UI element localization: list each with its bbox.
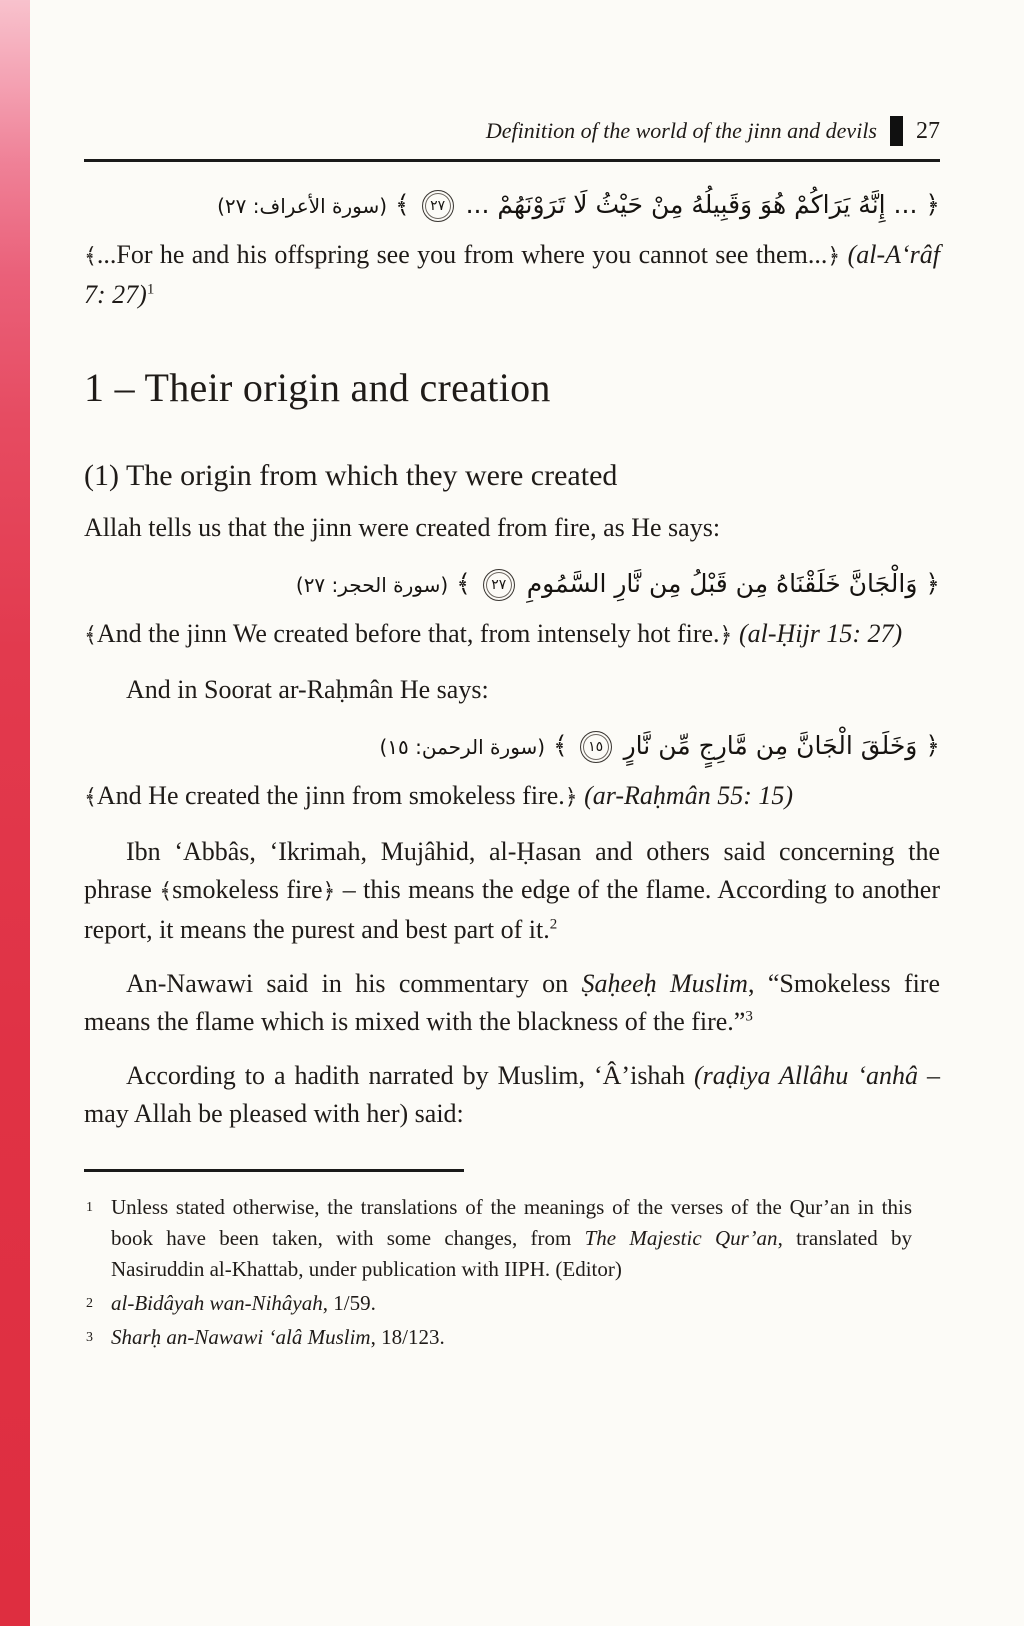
paragraph-nawawi <box>84 965 940 1041</box>
paragraph-ibn-abbas <box>84 833 940 949</box>
honorific-italic: (raḍiya Allâhu ‘anhâ <box>693 1061 919 1090</box>
footnote-title-italic: The Majestic Qur’an <box>584 1226 778 1250</box>
ornate-open-bracket: ﴿ <box>925 731 940 760</box>
footnote-item-2 <box>84 1288 912 1319</box>
footnote-text: Unless stated otherwise, the translations of the meanings of the verses of the Qur’an in this book have been taken, with some changes, from <box>111 1195 912 1250</box>
quote-open-ornament: ﴾ <box>159 879 173 904</box>
translation-text: And the jinn We created before that, from intensely hot fire. <box>96 619 720 648</box>
footnote-divider <box>84 1169 464 1172</box>
verse-reference: (al-A‘râf 7: 27) <box>84 240 940 309</box>
surah-citation: (سورة الرحمن: ١٥) <box>379 735 546 759</box>
ornate-open-bracket: ﴿ <box>925 190 940 219</box>
quran-verse-arabic-rahman <box>84 731 940 763</box>
verse-reference: (al-Ḥijr 15: 27) <box>738 619 903 648</box>
quote-close-ornament: ﴿ <box>564 785 578 810</box>
subsection-heading: (1) The origin from which they were created <box>84 459 618 492</box>
verse-arabic-text: وَالْجَانَّ خَلَقْنَاهُ مِن قَبْلُ مِن نَّارِ السَّمُومِ <box>526 569 918 598</box>
book-page <box>84 116 940 1353</box>
ornate-close-bracket: ﴾ <box>456 569 471 598</box>
quote-close-ornament: ﴿ <box>322 879 336 904</box>
quote-open-ornament: ﴾ <box>84 785 97 810</box>
footnote-title-italic: al-Bidâyah wan-Nihâyah <box>111 1291 323 1315</box>
paragraph-text: – may Allah be pleased with her) said: <box>84 1061 941 1128</box>
section-heading: 1 – Their origin and creation <box>84 365 551 410</box>
footnote-reference-3: 3 <box>745 1008 753 1025</box>
verse-arabic-text: وَخَلَقَ الْجَانَّ مِن مَّارِجٍ مِّن نَّارٍ <box>623 731 918 760</box>
paragraph-text: – this means the edge of the flame. According to another report, it means the purest and best part of it. <box>84 875 940 944</box>
translation-text: And He created the jinn from smokeless fire. <box>96 781 565 810</box>
intro-paragraph: Allah tells us that the jinn were created from fire, as He says: <box>84 513 721 542</box>
quote-close-ornament: ﴿ <box>719 623 733 648</box>
footnote-title-italic: Sharḥ an-Nawawi ‘alâ Muslim <box>111 1325 371 1349</box>
paragraph-text: According to a hadith narrated by Muslim, ‘Â’ishah <box>126 1061 694 1090</box>
quoted-phrase: smokeless fire <box>172 875 323 904</box>
quran-verse-arabic-hijr <box>84 569 940 601</box>
ayah-number-marker: ١٥ <box>580 731 612 763</box>
paragraph-hadith <box>84 1057 940 1133</box>
paragraph-text: An-Nawawi said in his commentary on <box>126 969 582 998</box>
paragraph-text: Ibn ‘Abbâs, ‘Ikrimah, Mujâhid, al-Ḥasan and others said concerning the phrase <box>84 837 940 904</box>
footnote-text: , 1/59. <box>322 1291 376 1315</box>
footnote-number: 2 <box>86 1296 93 1311</box>
footnote-reference-2: 2 <box>549 916 558 933</box>
header-bar <box>890 116 903 146</box>
verse-reference: (ar-Raḥmân 55: 15) <box>584 781 794 810</box>
surah-citation: (سورة الأعراف: ٢٧) <box>217 194 388 218</box>
quote-close-ornament: ﴿ <box>827 244 841 269</box>
footnotes-section <box>84 1192 912 1353</box>
footnote-text: , translated by Nasiruddin al-Khattab, under publication with IIPH. (Editor) <box>111 1226 912 1281</box>
ornate-close-bracket: ﴾ <box>395 190 410 219</box>
footnote-number: 1 <box>86 1200 93 1215</box>
verse-translation-araf <box>84 236 940 314</box>
book-title-italic: Ṣaḥeeḥ Muslim <box>581 969 748 998</box>
footnote-number: 3 <box>86 1330 93 1345</box>
verse-arabic-text: ... إِنَّهُ يَرَاكُمْ هُوَ وَقَبِيلُهُ مِنْ حَيْثُ لَا تَرَوْنَهُمْ ... <box>465 190 918 219</box>
quote-open-ornament: ﴾ <box>84 623 97 648</box>
paragraph-text: , “Smokeless fire means the flame which is mixed with the blackness of the fire.” <box>84 969 940 1036</box>
footnote-item-3 <box>84 1322 912 1353</box>
rahman-intro-paragraph: And in Soorat ar-Raḥmân He says: <box>126 675 489 704</box>
ornate-open-bracket: ﴿ <box>925 569 940 598</box>
verse-translation-hijr <box>84 615 940 655</box>
footnote-item-1 <box>84 1192 912 1285</box>
surah-citation: (سورة الحجر: ٢٧) <box>295 573 449 597</box>
header-rule <box>84 159 940 162</box>
ayah-number-marker: ٢٧ <box>483 569 515 601</box>
verse-translation-rahman <box>84 777 940 817</box>
running-header-title: Definition of the world of the jinn and devils <box>485 118 877 143</box>
quote-open-ornament: ﴾ <box>84 244 97 269</box>
page-header <box>84 116 940 146</box>
translation-text: ...For he and his offspring see you from where you cannot see them... <box>96 240 828 269</box>
footnote-text: , 18/123. <box>370 1325 445 1349</box>
footnote-reference-1: 1 <box>146 281 155 298</box>
quran-verse-arabic-araf <box>84 190 940 222</box>
ayah-number-marker: ٢٧ <box>422 190 454 222</box>
page-number: 27 <box>916 117 940 144</box>
book-edge-strip <box>0 0 30 1626</box>
ornate-close-bracket: ﴾ <box>553 731 568 760</box>
